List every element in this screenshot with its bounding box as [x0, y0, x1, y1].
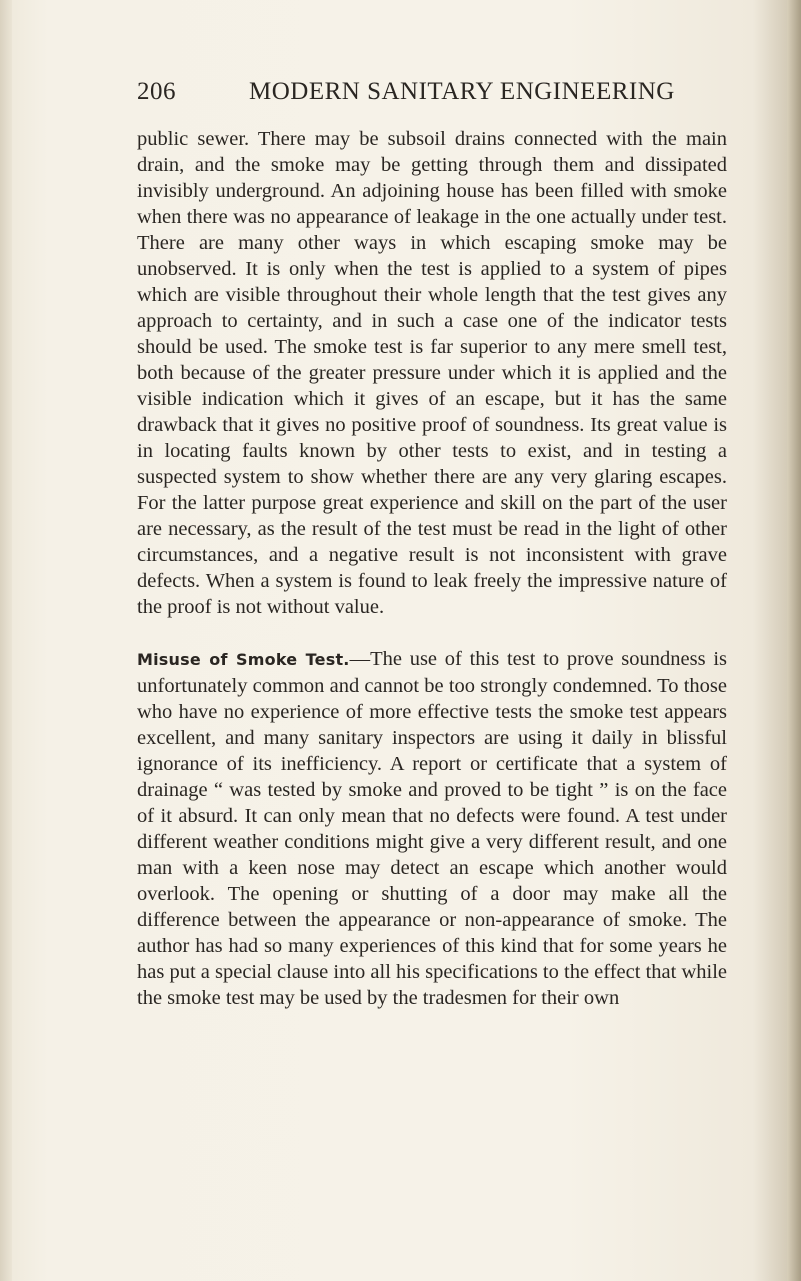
page-number: 206: [137, 78, 176, 105]
body-text: [137, 126, 727, 1011]
page-edge-shadow: [787, 0, 801, 1281]
paragraph: public sewer. There may be subsoil drains connected with the main drain, and the smoke may be getting through them and dissipated invisibly underground. An adjoining house has been filled with smoke when there was no appearance of leakage in the one actually under test. There are many other ways in which escaping smoke may be unobserved. It is only when the test is applied to a system of pipes which are visible throughout their whole length that the test gives any approach to certainty, and in such a case one of the indicator tests should be used. The smoke test is far superior to any mere smell test, both because of the greater pressure under which it is applied and the visible indication which it gives of an escape, but it has the same drawback that it gives no positive proof of soundness. Its great value is in locating faults known by other tests to exist, and in testing a suspected system to show whether there are any very glaring escapes. For the latter purpose great experience and skill on the part of the user are necessary, as the result of the test must be read in the light of other circumstances, and a negative result is not inconsistent with grave defects. When a system is found to leak freely the impressive nature of the proof is not without value.: [137, 128, 727, 618]
section-heading: Misuse of Smoke Test.: [137, 650, 350, 669]
page-header: [137, 78, 675, 112]
running-head: MODERN SANITARY ENGINEERING: [249, 78, 675, 105]
page-gutter-shadow: [0, 0, 12, 1281]
paragraph: [137, 646, 727, 1011]
paragraph-text: —The use of this test to prove soundness is unfortunately common and cannot be too strongly condemned. To those who have no experience of more effective tests the smoke test appears excellent, and many sanitary inspectors are using it daily in blissful ignorance of its inefficiency. A report or certificate that a system of drainage “ was tested by smoke and proved to be tight ” is on the face of it absurd. It can only mean that no defects were found. A test under different weather conditions might give a very different result, and one man with a keen nose may detect an escape which another would overlook. The opening or shutting of a door may make all the difference between the appearance or non-appearance of smoke. The author has had so many experiences of this kind that for some years he has put a special clause into all his specifications to the effect that while the smoke test may be used by the tradesmen for their own: [137, 648, 727, 1009]
